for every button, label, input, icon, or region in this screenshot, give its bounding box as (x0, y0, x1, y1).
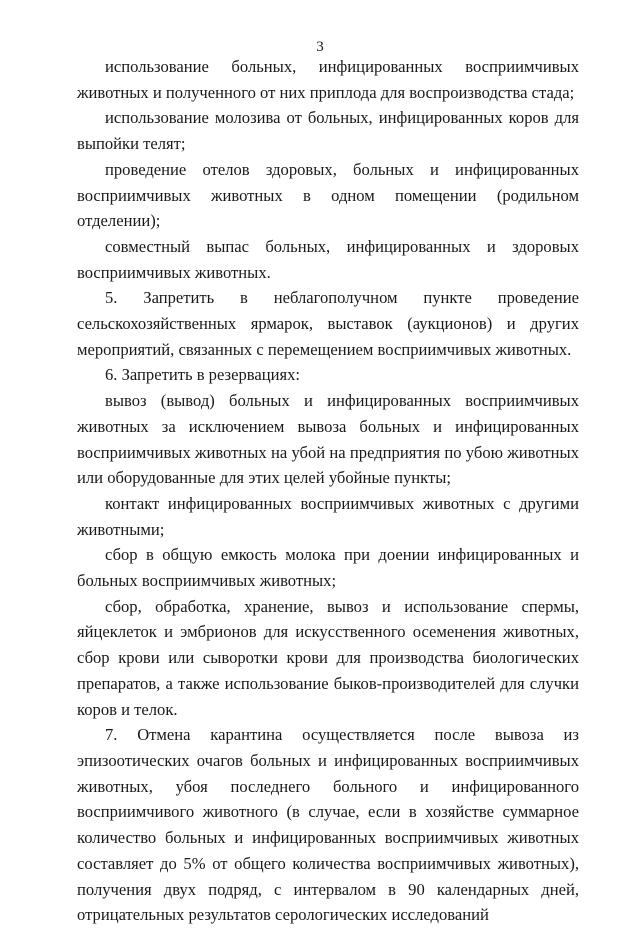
paragraph-ban-milk-collection: сбор в общую емкость молока при доении инфицированных и больных восприимчивых животных; (77, 545, 579, 591)
page-number: 3 (316, 39, 324, 55)
paragraph-ban-joint-grazing: совместный выпас больных, инфицированных и здоровых восприимчивых животных. (77, 236, 579, 282)
paragraph-ban-export: вывоз (вывод) больных и инфицированных восприимчивых животных за исключением вывоза больных и инфицированных восприимчивых животных на убой на предприятия по убою животных или оборудованные для этих целей убойные пункты; (77, 391, 579, 488)
paragraph-ban-breeding-use: использование больных, инфицированных восприимчивых животных и полученного от них приплода для воспроизводства стада; (77, 57, 579, 102)
paragraph-item-6: 6. Запретить в резервациях: (105, 365, 301, 385)
document-body (77, 54, 579, 928)
paragraph-ban-semen-handling: сбор, обработка, хранение, вывоз и использование спермы, яйцеклеток и эмбрионов для искусственного осеменения животных, сбор крови или сыворотки крови для производства биологических препаратов, а также использование быков-производителей для случки коров и телок. (77, 596, 579, 719)
paragraph-item-7: 7. Отмена карантина осуществляется после вывоза из эпизоотических очагов больных и инфицированных восприимчивых животных, убоя последнего больного и инфицированного восприимчивого животного (в случае, если в хозяйстве суммарное количество больных и инфицированных восприимчивых животных составляет до 5% от общего количества восприимчивых животных), получения двух подряд, с интервалом в 90 календарных дней, отрицательных результатов серологических исследований (77, 725, 579, 925)
paragraph-ban-calving-together: проведение отелов здоровых, больных и инфицированных восприимчивых животных в одном помещении (родильном отделении); (77, 159, 579, 231)
paragraph-item-5: 5. Запретить в неблагополучном пункте проведение сельскохозяйственных ярмарок, выставок (аукционов) и других мероприятий, связанных с перемещением восприимчивых животных. (77, 288, 579, 359)
paragraph-ban-contact: контакт инфицированных восприимчивых животных с другими животными; (77, 493, 579, 539)
paragraph-ban-colostrum: использование молозива от больных, инфицированных коров для выпойки телят; (77, 108, 579, 154)
